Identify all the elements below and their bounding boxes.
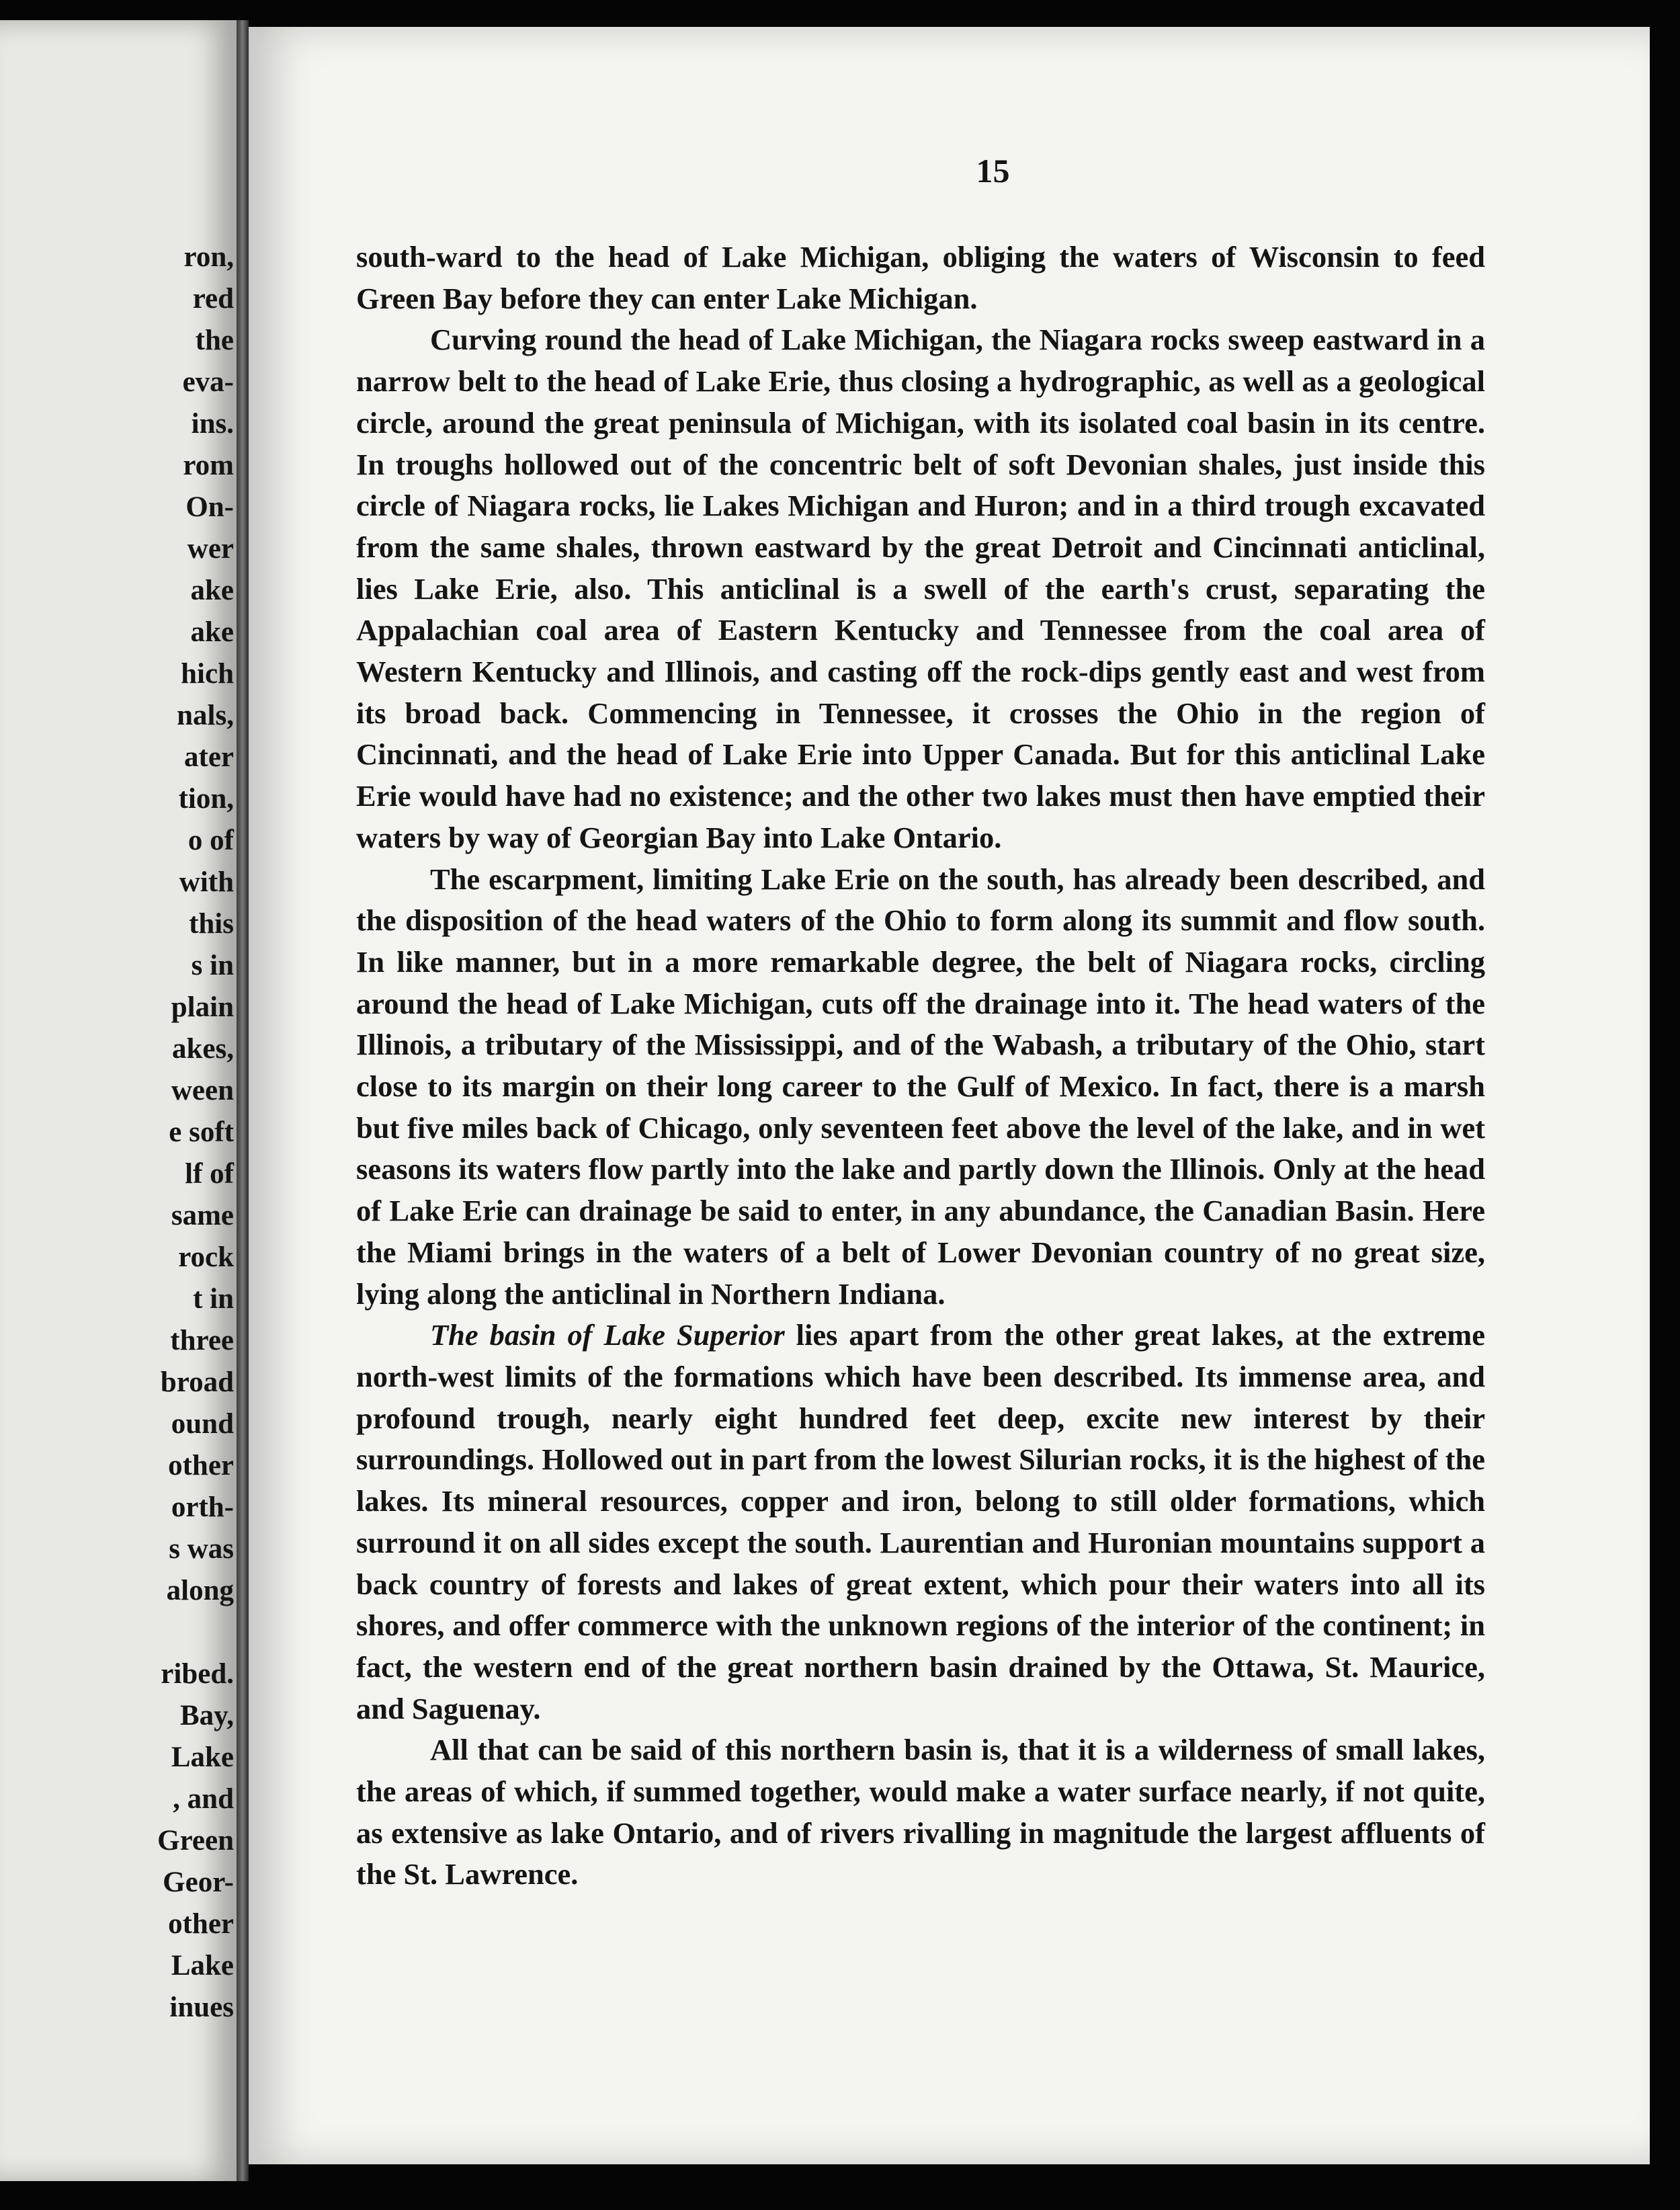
left-page-line: akes, bbox=[172, 1033, 234, 1065]
left-page-line: ound bbox=[171, 1408, 234, 1440]
left-page-line: inues bbox=[169, 1992, 234, 2023]
left-page-line: ron, bbox=[183, 241, 234, 273]
left-page-line: Lake bbox=[171, 1742, 234, 1773]
paragraph-1: south-ward to the head of Lake Michigan, obliging the waters of Wisconsin to feed Green Bay before they can enter Lake Michigan. bbox=[356, 240, 1485, 315]
paragraph-5: All that can be said of this northern basin is, that it is a wilderness of small lakes, the areas of which, if summed together, would make a water surface nearly, if not quite, as extensive as lake Ontario, and of rivers rivalling in magnitude the largest affluents of the St. Lawrence. bbox=[356, 1733, 1485, 1891]
left-page-line: ater bbox=[184, 741, 234, 773]
left-page-line: wer bbox=[187, 533, 234, 565]
left-page-line: other bbox=[168, 1450, 234, 1481]
left-page-line: with bbox=[179, 866, 234, 898]
left-page-line: broad bbox=[160, 1366, 234, 1398]
left-page-line: t in bbox=[193, 1283, 234, 1315]
page-body-text bbox=[356, 237, 1485, 1895]
paragraph-2: Curving round the head of Lake Michigan, the Niagara rocks sweep eastward in a narrow belt to the head of Lake Erie, thus closing a hydrographic, as well as a geological circle, around the great peninsula of Michigan, with its isolated coal basin in its centre. In troughs hollowed out of the concentric belt of soft Devonian shales, just inside this circle of Niagara rocks, lie Lakes Michigan and Huron; and in a third trough excavated from the same shales, thrown eastward by the great Detroit and Cincinnati anticlinal, lies Lake Erie, also. This anticlinal is a swell of the earth's crust, separating the Appalachian coal area of Eastern Kentucky and Tennessee from the coal area of Western Kentucky and Illinois, and casting off the rock-dips gently east and west from its broad back. Commencing in Tennessee, it crosses the Ohio in the region of Cincinnati, and the head of Lake Erie into Upper Canada. But for this anticlinal Lake Erie would have had no existence; and the other two lakes must then have emptied their waters by way of Georgian Bay into Lake Ontario. bbox=[356, 323, 1485, 854]
left-page-line: eva- bbox=[182, 366, 234, 398]
left-page-line: s was bbox=[169, 1533, 234, 1565]
left-page-line: along bbox=[166, 1575, 234, 1606]
left-page-line: same bbox=[171, 1200, 234, 1231]
left-page-line: ake bbox=[190, 616, 234, 648]
left-facing-page bbox=[0, 20, 237, 2181]
left-page-line: this bbox=[189, 908, 234, 940]
left-page-line: Geor- bbox=[163, 1867, 234, 1898]
left-page-line: ake bbox=[190, 575, 234, 606]
left-page-line: s in bbox=[191, 950, 234, 981]
left-page-line: e soft bbox=[169, 1116, 234, 1148]
italic-lead: The basin of Lake Superior bbox=[430, 1318, 785, 1352]
left-page-line: lf of bbox=[185, 1158, 234, 1190]
page-number: 15 bbox=[976, 152, 1010, 190]
left-page-line: hich bbox=[181, 658, 234, 690]
left-page-line: Green bbox=[157, 1825, 234, 1856]
left-page-line: rock bbox=[178, 1241, 234, 1273]
left-page-line: other bbox=[168, 1908, 234, 1940]
left-page-line: ribed. bbox=[161, 1658, 234, 1690]
left-page-line: the bbox=[195, 325, 234, 356]
paragraph-4-text: lies apart from the other great lakes, at the extreme north-west limits of the formations which have been described. Its immense area, and profound trough, nearly eight hundred feet deep, excite new interest by their surroundings. Hollowed out in part from the lowest Silurian rocks, it is the highest of the lakes. Its mineral resources, copper and iron, belong to still older formations, which surround it on all sides except the south. Laurentian and Huronian mountains support a back country of forests and lakes of great extent, which pour their waters into all its shores, and offer commerce with the unknown regions of the interior of the continent; in fact, the western end of the great northern basin drained by the Ottawa, St. Maurice, and Saguenay. bbox=[356, 1318, 1486, 1725]
left-page-line: Bay, bbox=[179, 1700, 234, 1731]
paragraph-3: The escarpment, limiting Lake Erie on the south, has already been described, and the disposition of the head waters of the Ohio to form along its summit and flow south. In like manner, but in a more remarkable degree, the belt of Niagara rocks, circling around the head of Lake Michigan, cuts off the drainage into it. The head waters of the Illinois, a tributary of the Mississippi, and of the Wabash, a tributary of the Ohio, start close to its margin on their long career to the Gulf of Mexico. In fact, there is a marsh but five miles back of Chicago, only seventeen feet above the level of the lake, and in wet seasons its waters flow partly into the lake and partly down the Illinois. Only at the head of Lake Erie can drainage be said to enter, in any abundance, the Canadian Basin. Here the Miami brings in the waters of a belt of Lower Devonian country of no great size, lying along the anticlinal in Northern Indiana. bbox=[356, 862, 1485, 1311]
left-page-line: plain bbox=[171, 991, 234, 1023]
left-page-line: o of bbox=[187, 825, 234, 856]
left-page-line: three bbox=[170, 1325, 234, 1356]
left-page-line: , and bbox=[173, 1783, 234, 1815]
left-page-line: orth- bbox=[171, 1491, 234, 1523]
left-page-line: rom bbox=[183, 450, 234, 481]
left-page-line: nals, bbox=[177, 700, 234, 731]
left-page-line: ween bbox=[171, 1075, 234, 1106]
paragraph-4 bbox=[356, 1315, 1485, 1729]
left-page-line: Lake bbox=[171, 1950, 234, 1981]
left-page-line: On- bbox=[185, 491, 234, 523]
left-page-line: red bbox=[192, 283, 234, 315]
left-page-line: ins. bbox=[191, 408, 234, 440]
book-gutter bbox=[237, 20, 249, 2181]
left-page-line: tion, bbox=[178, 783, 234, 815]
right-page bbox=[249, 27, 1650, 2164]
